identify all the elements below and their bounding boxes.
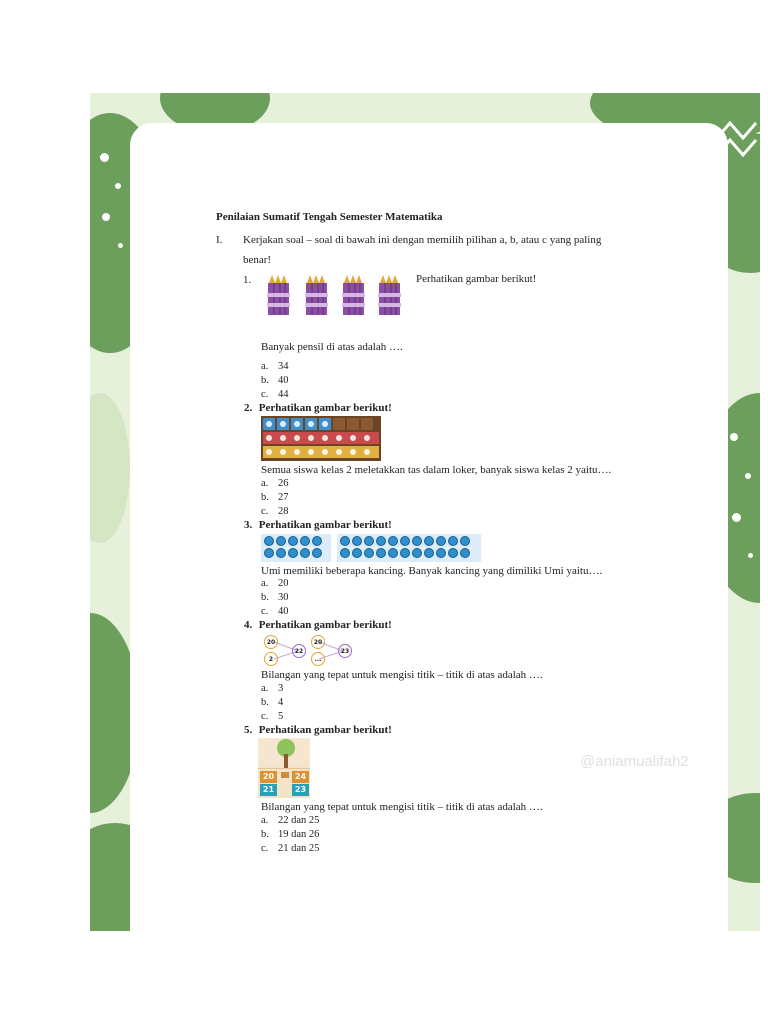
left-light-shape	[90, 393, 130, 543]
q2-option-a[interactable]	[261, 478, 289, 489]
map-number-box: 23	[292, 784, 309, 796]
bond-circle: 2	[264, 652, 278, 666]
option-text: 19 dan 26	[278, 829, 320, 840]
pencil-bundles-image	[266, 275, 406, 317]
bond-circle: ...	[311, 652, 325, 666]
q5-number: 5.	[244, 724, 253, 736]
q1-option-c[interactable]	[261, 389, 289, 400]
option-letter: c.	[261, 506, 269, 517]
bond-circle: 20	[311, 635, 325, 649]
bond-circle: 22	[292, 644, 306, 658]
page-title: Penilaian Sumatif Tengah Semester Matematika	[216, 211, 443, 223]
option-text: 3	[278, 683, 284, 694]
q4-heading	[244, 619, 392, 631]
option-letter: b.	[261, 375, 269, 386]
q5-prompt: Perhatikan gambar berikut!	[258, 724, 392, 736]
option-letter: a.	[261, 361, 269, 372]
q3-option-c[interactable]	[261, 606, 289, 617]
option-letter: b.	[261, 697, 269, 708]
q2-question: Semua siswa kelas 2 meletakkan tas dalam loker, banyak siswa kelas 2 yaitu….	[261, 464, 612, 476]
option-text: 5	[278, 711, 284, 722]
option-letter: a.	[261, 815, 269, 826]
q5-question: Bilangan yang tepat untuk mengisi titik – titik di atas adalah ….	[261, 801, 543, 813]
q2-option-c[interactable]	[261, 506, 289, 517]
bg-dot	[115, 183, 121, 189]
option-letter: c.	[261, 606, 269, 617]
q1-prompt: Perhatikan gambar berikut!	[416, 273, 537, 285]
q4-question: Bilangan yang tepat untuk mengisi titik – titik di atas adalah ….	[261, 669, 543, 681]
option-text: 30	[278, 592, 289, 603]
map-number-box: 20	[260, 771, 277, 783]
option-text: 28	[278, 506, 289, 517]
bond-circle: 23	[338, 644, 352, 658]
q2-number: 2.	[244, 402, 253, 414]
option-text: 27	[278, 492, 289, 503]
q5-option-b[interactable]	[261, 829, 319, 840]
q5-heading	[244, 724, 392, 736]
option-text: 34	[278, 361, 289, 372]
q2-heading	[244, 402, 392, 414]
option-letter: a.	[261, 683, 269, 694]
option-letter: c.	[261, 711, 269, 722]
q2-option-b[interactable]	[261, 492, 289, 503]
section-instruction-cont: benar!	[243, 254, 272, 266]
option-text: 40	[278, 375, 289, 386]
option-text: 26	[278, 478, 289, 489]
q3-number: 3.	[244, 519, 253, 531]
section-number: I.	[216, 234, 223, 246]
map-number-box: 24	[292, 771, 309, 783]
q4-option-b[interactable]	[261, 697, 283, 708]
q3-prompt: Perhatikan gambar berikut!	[258, 519, 392, 531]
option-letter: b.	[261, 592, 269, 603]
q1-option-a[interactable]	[261, 361, 289, 372]
q5-option-a[interactable]	[261, 815, 319, 826]
option-letter: b.	[261, 492, 269, 503]
option-letter: c.	[261, 389, 269, 400]
option-letter: a.	[261, 478, 269, 489]
number-map-image	[258, 738, 310, 798]
section-instruction: Kerjakan soal – soal di bawah ini dengan memilih pilihan a, b, atau c yang paling	[243, 234, 602, 246]
bg-dot	[102, 213, 110, 221]
number-bond-diagram	[262, 634, 356, 668]
q5-option-c[interactable]	[261, 843, 319, 854]
q1-question: Banyak pensil di atas adalah ….	[261, 341, 403, 353]
bg-dot	[745, 473, 751, 479]
option-text: 21 dan 25	[278, 843, 320, 854]
option-letter: b.	[261, 829, 269, 840]
bg-dot	[118, 243, 123, 248]
lockers-image	[261, 416, 381, 461]
q4-option-c[interactable]	[261, 711, 283, 722]
option-text: 4	[278, 697, 284, 708]
option-letter: a.	[261, 578, 269, 589]
bg-dot	[732, 513, 741, 522]
option-text: 40	[278, 606, 289, 617]
map-number-box: 21	[260, 784, 277, 796]
bg-dot	[748, 553, 753, 558]
bg-dot	[730, 433, 738, 441]
q2-prompt: Perhatikan gambar berikut!	[258, 402, 392, 414]
bg-dot	[100, 153, 109, 162]
option-letter: c.	[261, 843, 269, 854]
option-text: 20	[278, 578, 289, 589]
bond-circle: 20	[264, 635, 278, 649]
q3-question: Umi memiliki beberapa kancing. Banyak kancing yang dimiliki Umi yaitu….	[261, 565, 603, 577]
option-text: 22 dan 25	[278, 815, 320, 826]
q4-option-a[interactable]	[261, 683, 283, 694]
q3-heading	[244, 519, 392, 531]
buttons-image	[261, 534, 481, 562]
q4-number: 4.	[244, 619, 253, 631]
tiktok-watermark: @aniamualifah2	[580, 753, 689, 770]
q3-option-a[interactable]	[261, 578, 289, 589]
option-text: 44	[278, 389, 289, 400]
q1-number: 1.	[243, 274, 252, 286]
q3-option-b[interactable]	[261, 592, 289, 603]
q1-option-b[interactable]	[261, 375, 289, 386]
q4-prompt: Perhatikan gambar berikut!	[258, 619, 392, 631]
